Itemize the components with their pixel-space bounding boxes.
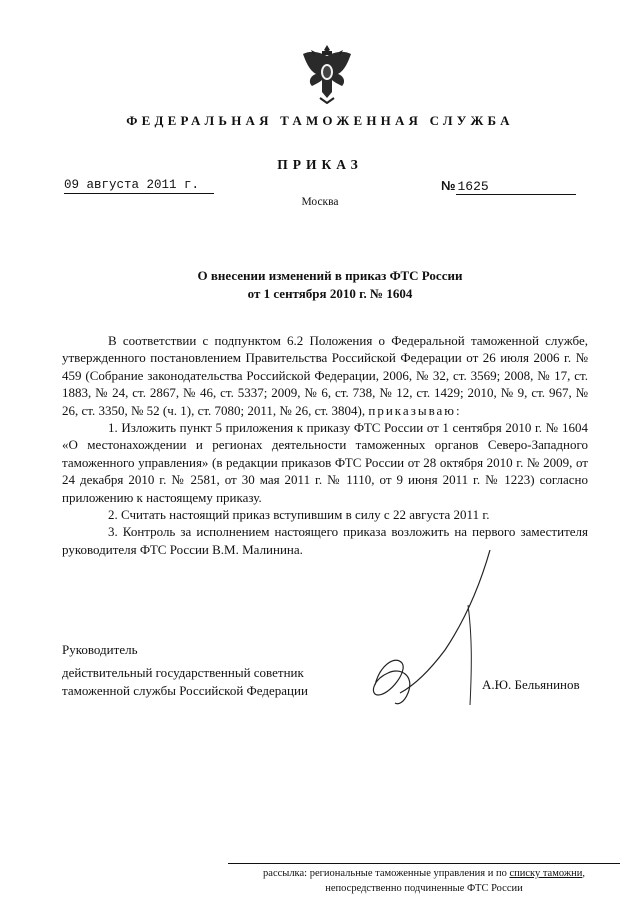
preamble-text: В соответствии с подпунктом 6.2 Положения о Федеральной таможенной службе, утвержденного постановлением Правительства Российской Федерации от 26 июля 2006 г. № 459 (Собрание законодательства Российской Федерации, 2006, № 32, ст. 3569; 2008, № 17, ст. 1883, № 24, ст. 2867, № 46, ст. 5337; 2009, № 6, ст. 738, № 12, ст. 1429; 2010, № 9, ст. 967, № 26, ст. 3350, № 52 (ч. 1), ст. 7080; 2011, № 26, ст. 3804), — [62, 333, 588, 418]
item-2: 2. Считать настоящий приказ вступившим в силу с 22 августа 2011 г. — [108, 507, 490, 523]
signer-title-2: действительный государственный советник — [62, 665, 304, 681]
item-3: 3. Контроль за исполнением настоящего приказа возложить на первого заместителя руководителя ФТС России В.М. Малинина. — [62, 524, 588, 557]
order-date: 09 августа 2011 г. — [64, 178, 214, 194]
signer-name: А.Ю. Бельянинов — [482, 677, 580, 692]
city: Москва — [301, 196, 339, 208]
agency-name: ФЕДЕРАЛЬНАЯ ТАМОЖЕННАЯ СЛУЖБА — [126, 113, 514, 128]
handwritten-signature — [360, 545, 495, 715]
distribution-prefix: рассылка: региональные таможенные управления и по — [263, 868, 507, 879]
distribution-list — [228, 863, 620, 896]
order-body — [62, 332, 588, 558]
coat-of-arms-icon — [300, 42, 354, 104]
number-label: № — [441, 178, 456, 193]
distribution-link: списку таможни — [509, 868, 583, 879]
distribution-suffix: , — [582, 868, 585, 879]
preamble-paragraph — [62, 332, 588, 419]
signature-title-block — [62, 641, 382, 699]
item-1: 1. Изложить пункт 5 приложения к приказу ФТС России от 1 сентября 2010 г. № 1604 «О местонахождении и регионах деятельности таможенных органов Северо-Западного таможенного управления» (в редакции приказов ФТС России от 28 октября 2010 г. № 2009, от 24 декабря 2010 г. № 2581, от 30 мая 2011 г. № 1110, от 9 июня 2011 г. № 1223) согласно приложению к настоящему приказу. — [62, 420, 588, 505]
order-number-block — [441, 178, 591, 195]
distribution-line-1 — [228, 866, 620, 881]
subject-line-1: О внесении изменений в приказ ФТС России — [197, 268, 463, 283]
order-subject — [60, 267, 600, 303]
order-number: 1625 — [456, 179, 576, 195]
order-word: приказываю: — [368, 402, 462, 418]
distribution-line-2: непосредственно подчиненные ФТС России — [325, 883, 523, 894]
document-type: ПРИКАЗ — [277, 157, 363, 172]
subject-line-2: от 1 сентября 2010 г. № 1604 — [247, 286, 413, 301]
signer-title-3: таможенной службы Российской Федерации — [62, 682, 308, 698]
signer-title-1: Руководитель — [62, 642, 138, 657]
